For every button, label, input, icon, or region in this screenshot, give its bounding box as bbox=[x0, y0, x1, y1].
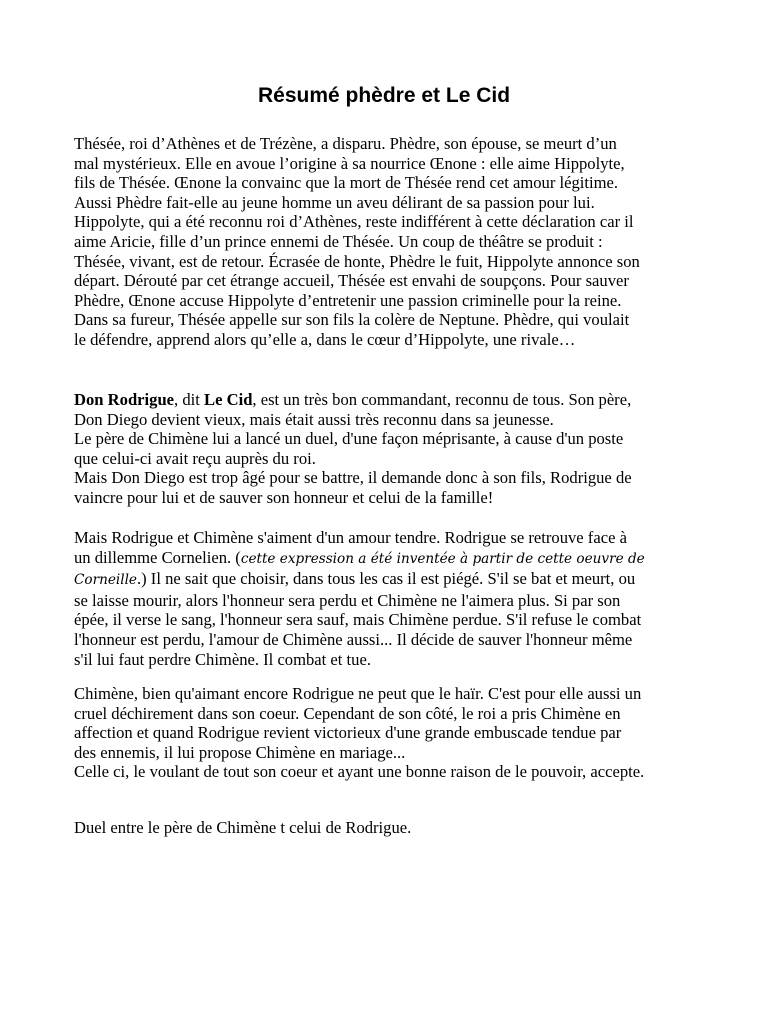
text-fragment: , dit bbox=[174, 390, 205, 409]
text-line: Don Diego devient vieux, mais était aussi très reconnu dans sa jeunesse. bbox=[74, 409, 554, 429]
text-line bbox=[74, 390, 714, 410]
text-line: Aussi Phèdre fait-elle au jeune homme un aveu délirant de sa passion pour lui. bbox=[74, 192, 595, 212]
text-line: que celui-ci avait reçu auprès du roi. bbox=[74, 448, 316, 468]
text-line bbox=[74, 569, 714, 591]
text-line: s'il lui faut perdre Chimène. Il combat et tue. bbox=[74, 649, 371, 669]
text-line: aime Aricie, fille d’un prince ennemi de Thésée. Un coup de théâtre se produit : bbox=[74, 231, 603, 251]
paragraph-dilemme bbox=[74, 528, 714, 669]
text-line: le défendre, apprend alors qu’elle a, dans le cœur d’Hippolyte, une rivale… bbox=[74, 329, 576, 349]
text-line bbox=[74, 548, 714, 570]
bold-name-le-cid: Le Cid bbox=[204, 390, 253, 409]
text-line: Le père de Chimène lui a lancé un duel, d'une façon méprisante, à cause d'un poste bbox=[74, 429, 624, 449]
text-line: Hippolyte, qui a été reconnu roi d’Athènes, reste indifférent à cette déclaration car il bbox=[74, 212, 634, 232]
text-line: Duel entre le père de Chimène t celui de Rodrigue. bbox=[74, 818, 412, 837]
paragraph-duel bbox=[74, 818, 714, 838]
paragraph-phedre bbox=[74, 134, 714, 350]
text-line: départ. Dérouté par cet étrange accueil, Thésée est envahi de soupçons. Pour sauver bbox=[74, 271, 629, 291]
text-fragment: .) Il ne sait que choisir, dans tous les cas il est piégé. S'il se bat et meurt, ou bbox=[136, 569, 636, 589]
bold-name-rodrigue: Don Rodrigue bbox=[74, 390, 175, 409]
text-line: Dans sa fureur, Thésée appelle sur son fils la colère de Neptune. Phèdre, qui voulait bbox=[74, 310, 630, 330]
paragraph-chimene bbox=[74, 684, 714, 782]
text-line: vaincre pour lui et de sauver son honneur et celui de la famille! bbox=[74, 487, 494, 507]
paragraph-le-cid-intro bbox=[74, 390, 714, 508]
text-fragment: , est un très bon commandant, reconnu de tous. Son père, bbox=[252, 390, 632, 409]
text-line: mal mystérieux. Elle en avoue l’origine à sa nourrice Œnone : elle aime Hippolyte, bbox=[74, 153, 625, 173]
text-line: se laisse mourir, alors l'honneur sera perdu et Chimène ne l'aimera plus. Si par son bbox=[74, 590, 621, 610]
text-line: épée, il verse le sang, l'honneur sera sauf, mais Chimène perdue. S'il refuse le combat bbox=[74, 610, 642, 630]
text-line: des ennemis, il lui propose Chimène en mariage... bbox=[74, 742, 406, 762]
italic-note: cette expression a été inventée à partir de cette oeuvre de bbox=[240, 550, 645, 567]
text-line: fils de Thésée. Œnone la convainc que la mort de Thésée rend cet amour légitime. bbox=[74, 173, 619, 193]
text-line: l'honneur est perdu, l'amour de Chimène aussi... Il décide de sauver l'honneur même bbox=[74, 629, 633, 649]
text-line: cruel déchirement dans son coeur. Cependant de son côté, le roi a pris Chimène en bbox=[74, 703, 621, 723]
text-line: Mais Rodrigue et Chimène s'aiment d'un amour tendre. Rodrigue se retrouve face à bbox=[74, 528, 627, 547]
text-line: Chimène, bien qu'aimant encore Rodrigue ne peut que le haïr. C'est pour elle aussi un bbox=[74, 684, 642, 703]
text-line: Mais Don Diego est trop âgé pour se battre, il demande donc à son fils, Rodrigue de bbox=[74, 468, 632, 488]
page-title: Résumé phèdre et Le Cid bbox=[257, 84, 511, 107]
text-line: Phèdre, Œnone accuse Hippolyte d’entretenir une passion criminelle pour la reine. bbox=[74, 290, 622, 310]
text-line: Celle ci, le voulant de tout son coeur et ayant une bonne raison de le pouvoir, accepte. bbox=[74, 762, 645, 782]
text-line: Thésée, roi d’Athènes et de Trézène, a disparu. Phèdre, son épouse, se meurt d’un bbox=[74, 134, 617, 153]
italic-note-author: Corneille bbox=[74, 572, 137, 589]
text-fragment: un dillemme Cornelien. ( bbox=[74, 547, 241, 567]
text-line: Thésée, vivant, est de retour. Écrasée de honte, Phèdre le fuit, Hippolyte annonce son bbox=[74, 251, 640, 271]
text-line: affection et quand Rodrigue revient victorieux d'une grande embuscade tendue par bbox=[74, 723, 622, 743]
